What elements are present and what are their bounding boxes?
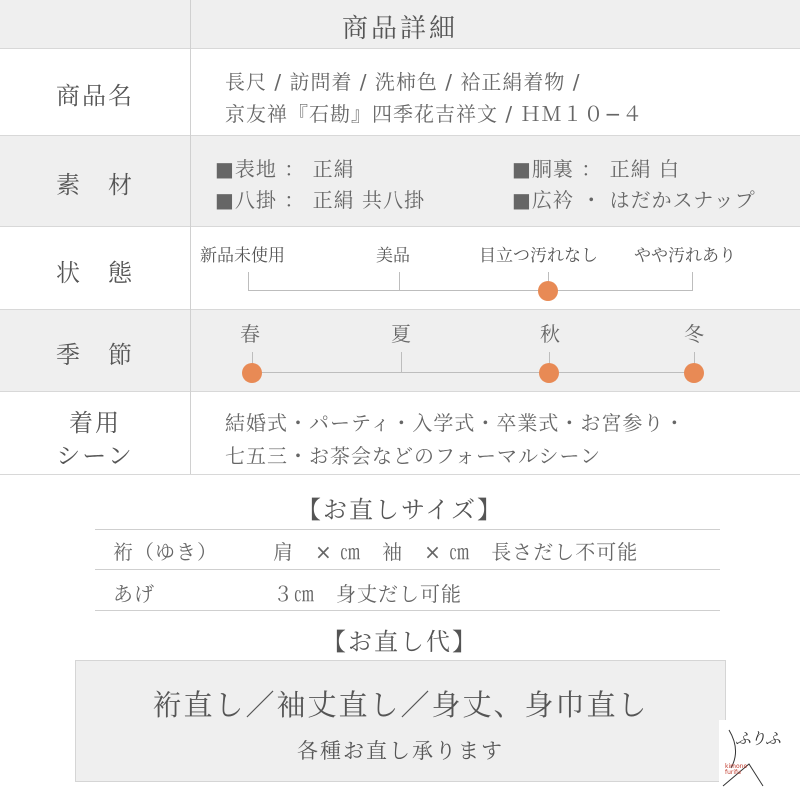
- condition-scale-line: [248, 290, 693, 291]
- page-title: 商品詳細: [341, 14, 458, 44]
- label-condition: 状 態: [56, 259, 134, 287]
- season-scale-line: [252, 372, 694, 373]
- alteration-fee-main: 裄直し／袖丈直し／身丈、身巾直し: [152, 688, 649, 722]
- season-option: 冬: [684, 322, 705, 346]
- condition-option: 目立つ汚れなし: [479, 246, 598, 266]
- alteration-row-label: あげ: [113, 582, 155, 606]
- table-line: [95, 529, 720, 530]
- scene-line1: 結婚式・パーティ・入学式・卒業式・お宮参り・: [225, 411, 686, 435]
- season-marker-dot: [539, 363, 559, 383]
- label-material: 素 材: [56, 171, 134, 199]
- material-outer: ■表地 ： 正絹: [215, 157, 355, 181]
- condition-marker-dot: [538, 281, 558, 301]
- condition-option: 新品未使用: [200, 246, 285, 266]
- label-column-divider: [190, 0, 191, 474]
- alteration-fee-sub: 各種お直し承ります: [297, 739, 504, 763]
- brand-logo: [719, 720, 789, 792]
- product-name-line2: 京友禅『石勘』四季花吉祥文 / ＨＭ１０−４: [225, 102, 644, 126]
- condition-tick: [248, 272, 249, 290]
- condition-option: やや汚れあり: [634, 246, 736, 266]
- table-line: [95, 610, 720, 611]
- divider: [0, 474, 800, 475]
- material-collar: ■広衿 ・ はだかスナップ: [512, 188, 756, 212]
- season-option: 春: [240, 322, 261, 346]
- season-option: 秋: [540, 322, 561, 346]
- label-scene-line2: シーン: [56, 442, 134, 470]
- material-lining: ■胴裏 ： 正絹 白: [512, 157, 680, 181]
- alteration-size-title: 【お直しサイズ】: [296, 496, 504, 524]
- alteration-row-value: ３㎝ 身丈だし可能: [273, 582, 462, 606]
- season-marker-dot: [684, 363, 704, 383]
- brand-logo-subtext: kimono furifu: [725, 763, 748, 776]
- alteration-row-value: 肩 × ㎝ 袖 × ㎝ 長さだし不可能: [273, 540, 639, 564]
- season-tick: [401, 352, 402, 372]
- season-option: 夏: [391, 322, 412, 346]
- label-product-name: 商品名: [56, 82, 134, 110]
- condition-option: 美品: [376, 246, 410, 266]
- condition-tick: [399, 272, 400, 290]
- alteration-row-label: 裄（ゆき）: [113, 540, 218, 564]
- table-line: [95, 569, 720, 570]
- alteration-fee-title: 【お直し代】: [322, 628, 478, 656]
- material-hakkake: ■八掛 ： 正絹 共八掛: [215, 188, 425, 212]
- product-name-line1: 長尺 / 訪問着 / 洗柿色 / 袷正絹着物 /: [225, 70, 581, 94]
- season-marker-dot: [242, 363, 262, 383]
- scene-line2: 七五三・お茶会などのフォーマルシーン: [225, 444, 602, 468]
- brand-logo-text: ふりふ: [735, 729, 781, 748]
- label-season: 季 節: [56, 341, 134, 369]
- label-scene-line1: 着用: [69, 409, 121, 437]
- condition-tick: [692, 272, 693, 290]
